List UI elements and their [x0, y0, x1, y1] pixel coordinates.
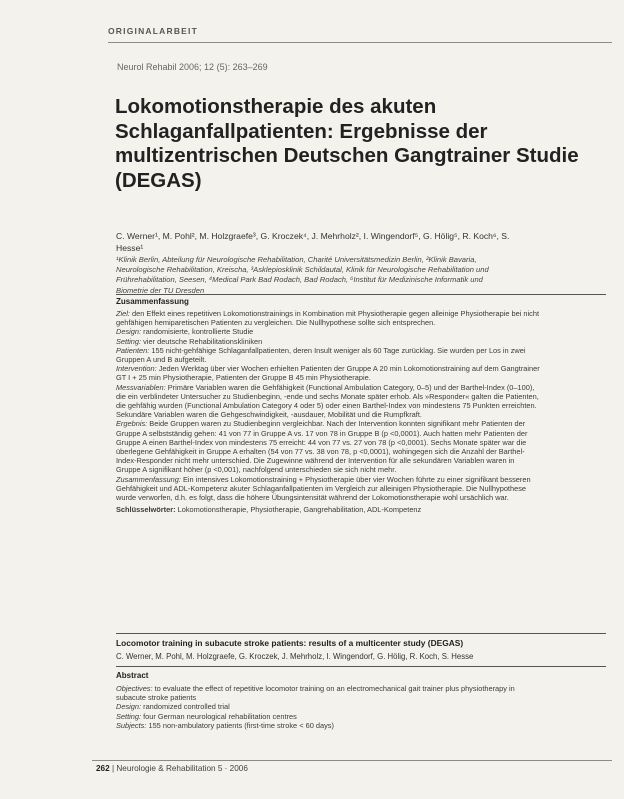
header-divider [108, 42, 612, 43]
summary-design: Design: randomisierte, kontrollierte Studie [116, 327, 254, 337]
author-list: C. Werner¹, M. Pohl², M. Holzgraefe³, G. Kroczek⁴, J. Mehrholz², I. Wingendorf⁵, G. Hölig⁵, R. Koch⁶, S. Hesse¹ [116, 231, 510, 253]
english-authors: C. Werner, M. Pohl, M. Holzgraefe, G. Kroczek, J. Mehrholz, I. Wingendorf, G. Hölig, R. Koch, S. Hesse [116, 652, 474, 661]
affiliations: ¹Klinik Berlin, Abteilung für Neurologische Rehabilitation, Charité Universitätsmedizin Berlin, ²Klinik Bavaria, Neurologische Rehabilitation, Kreischa, ³Asklepiosklinik Schildautal, Klinik für Neurologische Rehabilitation und Frührehabilitation, Seesen, ⁴Medical Park Bad Rodach, Bad Rodach, ⁶Institut für Medizinische Informatik und Biometrie der TU Dresden [116, 255, 489, 295]
summary-patients: Patienten: 155 nicht-gehfähige Schlaganfallpatienten, deren Insult weniger als 60 Tage zurücklag. Sie wurden per Los in zwei Gruppen A und B aufgeteilt. [116, 345, 526, 365]
summary-keywords: Schlüsselwörter: Lokomotionstherapie, Physiotherapie, Gangrehabilitation, ADL-Kompetenz [116, 505, 422, 515]
abstract-divider-bottom [116, 666, 606, 667]
summary-measures: Messvariablen: Primäre Variablen waren die Gehfähigkeit (Functional Ambulation Category, 0–5) und der Barthel-Index (0–100), die ein verblindeter Untersucher zu Studienbeginn, -ende und sechs Monate später erhob. Als »Responder« galten die Patienten, die gehfähig wurden (Functional Ambulation Category 4 oder 5) oder einen Barthel-Index von mindestens 75 Punkten erreichten. Sekundäre Variablen waren die Gehgeschwindigkeit, -ausdauer, Mobilität und die Rumpfkraft. [116, 382, 539, 420]
abstract-divider-top [116, 294, 606, 295]
summary-results: Ergebnis: Beide Gruppen waren zu Studienbeginn vergleichbar. Nach der Intervention konnten signifikant mehr Patienten der Gruppe A selbstständig gehen: 41 von 77 in Gruppe A vs. 17 von 78 in Gruppe B (p <0,0001). Auch hatten mehr Patienten der Gruppe A einen Barthel-Index von mindestens 75 erreicht: 44 von 77 vs. 27 von 78 (p <0,0001). Sechs Monate später war die überlegene Gehfähigkeit in Gruppe A erhalten (54 von 77 vs. 38 von 78, p <0,0001), wohingegen sich die Anzahl der Barthel-Index-Responder nicht mehr unterschied. Die Zugewinne während der Intervention für alle sekundären Variablen waren in Gruppe A signifikant höher (p <0,001), nachfolgend unterschieden sie sich nicht mehr. [116, 419, 528, 475]
summary-objective: Ziel: den Effekt eines repetitiven Lokomotionstrainings in Kombination mit Physiotherapie gegen alleinige Physiotherapie bei nicht gehfähigen hemiparetischen Patienten zu vergleichen. Die Nullhypothese sollte sich entsprechen. [116, 309, 540, 328]
summary-conclusion: Zusammenfassung: Ein intensives Lokomotionstraining + Physiotherapie über vier Wochen führte zu einer signifikant besseren Gehfähigkeit und ADL-Kompetenz akuter Schlaganfallpatienten im Vergleich zur alleinigen Physiotherapie. Die Nullhypothese wurde verworfen, d.h. es folgt, dass die höhere Übungsintensität während der Lokomotionstherapie wohl ursächlich war. [116, 474, 531, 503]
page-footer [96, 764, 248, 773]
section-label: ORIGINALARBEIT [108, 26, 198, 36]
abstract-objectives: Objectives: to evaluate the effect of repetitive locomotor training on an electromechanical gait trainer plus physiotherapy in subacute stroke patients [116, 684, 515, 703]
abstract-subjects: Subjects: 155 non-ambulatory patients (first-time stroke < 60 days) [116, 720, 334, 730]
summary-heading: Zusammenfassung [116, 297, 189, 306]
german-summary [116, 309, 541, 514]
page-number: 262 [96, 764, 110, 773]
citation: Neurol Rehabil 2006; 12 (5): 263–269 [117, 62, 268, 72]
english-abstract [116, 684, 541, 730]
english-title: Locomotor training in subacute stroke patients: results of a multicenter study (DEGAS) [116, 638, 464, 648]
footer-separator: | [111, 764, 117, 773]
footer-divider [92, 760, 612, 761]
abstract-design: Design: randomized controlled trial [116, 702, 230, 712]
journal-name: Neurologie & Rehabilitation 5 · 2006 [116, 764, 248, 773]
summary-intervention: Intervention: Jeden Werktag über vier Wochen erhielten Patienten der Gruppe A 20 min Lokomotionstraining auf dem Gangtrainer GT I + 25 min Physiotherapie, Patienten der Gruppe B 45 min Physiotherapie. [116, 364, 540, 383]
article-title: Lokomotionstherapie des akuten Schlaganfallpatienten: Ergebnisse der multizentrischen Deutschen Gangtrainer Studie (DEGAS) [115, 95, 579, 192]
summary-setting: Setting: vier deutsche Rehabilitationskliniken [116, 336, 263, 346]
abstract-divider-middle [116, 633, 606, 634]
abstract-setting: Setting: four German neurological rehabilitation centres [116, 711, 297, 721]
abstract-heading: Abstract [116, 671, 149, 680]
